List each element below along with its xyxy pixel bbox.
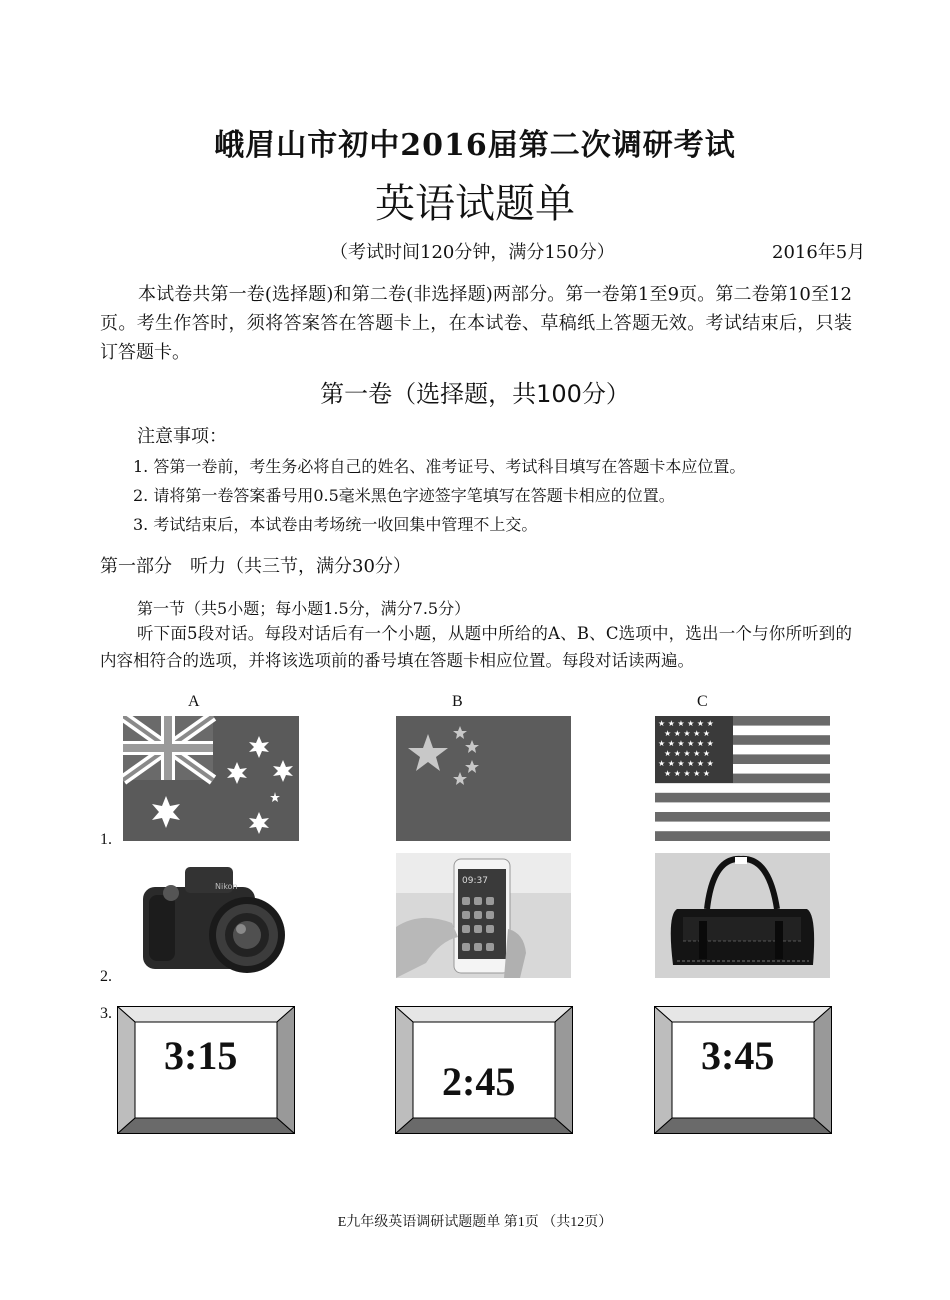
exam-date: 2016年5月	[772, 242, 866, 263]
question-number: 1.	[100, 831, 112, 848]
clock-time-b: 2:45	[442, 1059, 516, 1104]
svg-text:★ ★ ★ ★ ★: ★ ★ ★ ★ ★	[664, 749, 711, 758]
paper-subtitle: 英语试题单	[375, 181, 575, 227]
part-subtitle: （共三节，满分30分）	[226, 556, 411, 577]
camera-icon	[137, 853, 287, 982]
part-title: 第一部分 听力	[100, 556, 226, 577]
section-heading	[137, 596, 470, 619]
handbag-icon	[655, 853, 830, 982]
svg-text:★ ★ ★ ★ ★: ★ ★ ★ ★ ★	[664, 729, 711, 738]
clock-time-a: 3:15	[164, 1033, 238, 1078]
clock-time-c: 3:45	[701, 1033, 775, 1078]
svg-text:★ ★ ★ ★ ★: ★ ★ ★ ★ ★	[664, 769, 711, 778]
exam-title: 峨眉山市初中2016届第二次调研考试	[214, 128, 736, 163]
svg-text:★ ★ ★ ★ ★ ★: ★ ★ ★ ★ ★ ★	[658, 739, 714, 748]
australia-flag-icon	[123, 716, 299, 845]
china-flag-icon	[396, 716, 571, 845]
intro-paragraph: 本试卷共第一卷(选择题)和第二卷(非选择题)两部分。第一卷第1至9页。第二卷第10至12页。考生作答时，须将答案答在答题卡上，在本试卷、草稿纸上答题无效。考试结束后，只装订答题卡。	[100, 284, 852, 363]
note-item: 3. 考试结束后，本试卷由考场统一收回集中管理不上交。	[133, 515, 538, 534]
exam-info: （考试时间120分钟，满分150分）	[330, 242, 615, 263]
notes-heading: 注意事项：	[137, 426, 227, 447]
option-label-a: A	[188, 693, 200, 710]
option-label-b: B	[452, 693, 463, 710]
smartphone-icon	[396, 853, 571, 982]
svg-text:★ ★ ★ ★ ★ ★: ★ ★ ★ ★ ★ ★	[658, 719, 714, 728]
section-title: 第一节	[137, 599, 186, 618]
svg-text:★ ★ ★ ★ ★ ★: ★ ★ ★ ★ ★ ★	[658, 759, 714, 768]
question-number: 2.	[100, 968, 112, 985]
usa-flag-icon	[655, 716, 830, 845]
volume-title: 第一卷（选择题，共100分）	[320, 380, 630, 408]
question-number: 3.	[100, 1005, 112, 1022]
note-item: 2. 请将第一卷答案番号用0.5毫米黑色字迹签字笔填写在答题卡相应的位置。	[133, 486, 675, 505]
svg-text:Nikon: Nikon	[215, 882, 238, 891]
part-heading	[100, 552, 411, 578]
note-item: 1. 答第一卷前，考生务必将自己的姓名、准考证号、考试科目填写在答题卡本应位置。	[133, 457, 746, 476]
section-subtitle: （共5小题；每小题1.5分，满分7.5分）	[185, 599, 471, 618]
svg-text:09:37: 09:37	[462, 876, 488, 886]
option-label-c: C	[697, 693, 708, 710]
section-instructions: 听下面5段对话。每段对话后有一个小题，从题中所给的A、B、C选项中，选出一个与你所听到的内容相符合的选项，并将该选项前的番号填在答题卡相应位置。每段对话读两遍。	[100, 624, 852, 670]
page-footer: E九年级英语调研试题题单 第1页 （共12页）	[337, 1215, 613, 1230]
